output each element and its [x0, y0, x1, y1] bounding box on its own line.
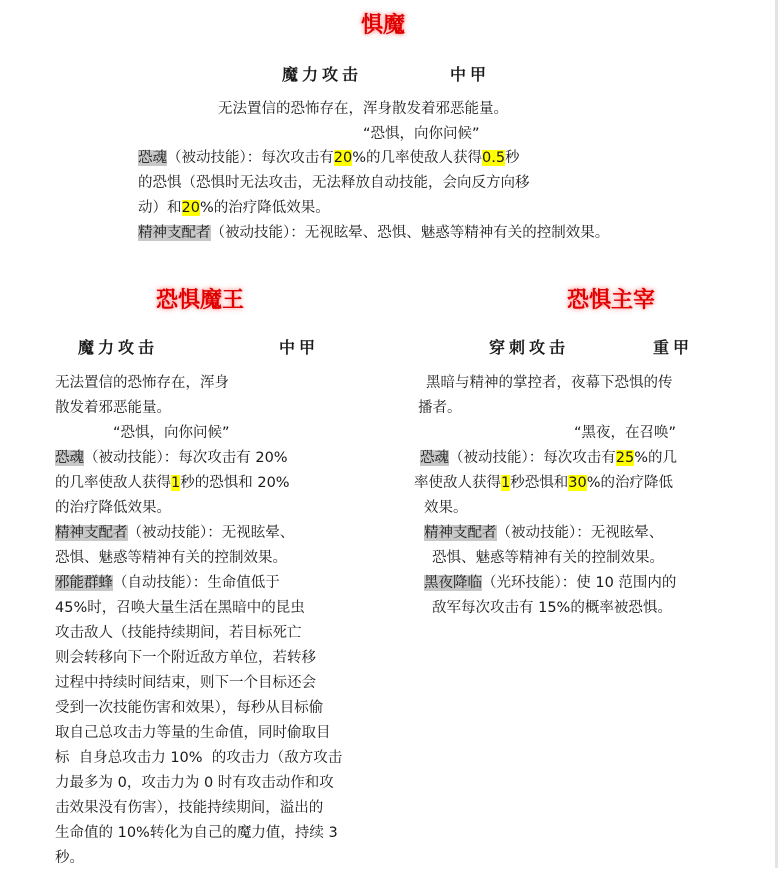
attack-type: 魔力攻击	[282, 65, 363, 84]
skill-text: 的恐惧（恐惧时无法攻击，无法释放自动技能，会向反方向移	[138, 175, 530, 191]
description-line: 无法置信的恐怖存在，浑身	[55, 375, 229, 391]
skill-line: 秒。	[55, 850, 84, 866]
skill-line: 的治疗降低效果。	[55, 500, 171, 516]
skill-line: 恐惧、魅惑等精神有关的控制效果。	[432, 550, 664, 566]
skill-type: （被动技能）：	[496, 525, 591, 541]
skill-line: 恐惧、魅惑等精神有关的控制效果。	[55, 550, 287, 566]
skill-name: 恐魂	[420, 450, 449, 466]
skill-type: （光环技能）：	[482, 575, 577, 591]
skill-type: （被动技能）：	[167, 150, 262, 166]
unit-body	[414, 371, 677, 621]
unit-title: 恐惧魔王	[156, 288, 245, 313]
skill-name: 恐魂	[55, 450, 84, 466]
skill-line: 受到一次技能伤害和效果），每秒从目标偷	[55, 700, 324, 716]
description-line: 散发着邪恶能量。	[55, 400, 171, 416]
skill-line: 则会转移向下一个附近敌方单位，若转移	[55, 650, 316, 666]
unit-quote: “恐惧，向你问候”	[363, 126, 480, 142]
skill-text: 每次攻击有	[261, 150, 334, 166]
attack-type: 魔力攻击	[78, 338, 159, 357]
skill-name: 精神支配者	[138, 225, 211, 241]
skill-text: %的治疗降低效果。	[199, 200, 330, 216]
skill-line	[138, 196, 609, 221]
skill-name: 精神支配者	[424, 525, 497, 541]
skill-text: %的几	[634, 450, 677, 466]
skill-line: 攻击敌人（技能持续期间，若目标死亡	[55, 625, 302, 641]
skill-line: 力最多为 0，攻击力为 0 时有攻击动作和攻	[55, 775, 334, 791]
skill-name: 精神支配者	[55, 525, 128, 541]
armor-type: 重甲	[653, 338, 694, 357]
unit-quote: “恐惧，向你问候”	[113, 425, 230, 441]
skill-line: 击效果没有伤害），技能持续期间，溢出的	[55, 800, 324, 816]
skill-line	[55, 471, 342, 496]
skill-value: 1	[171, 475, 181, 491]
skill-line	[414, 471, 677, 496]
unit-title: 恐惧主宰	[567, 288, 656, 313]
skill-line	[418, 446, 677, 471]
skill-line	[418, 521, 677, 546]
skill-text: %的治疗降低	[586, 475, 673, 491]
skill-text: 秒恐惧和	[510, 475, 569, 491]
skill-name: 邪能群蜂	[55, 575, 113, 591]
unit-title: 惧魔	[361, 13, 406, 38]
skill-text: 动）和	[138, 200, 182, 216]
skill-line	[55, 446, 342, 471]
skill-type: （自动技能）：	[113, 575, 208, 591]
skill-value: 1	[501, 475, 511, 491]
skill-line	[55, 521, 342, 546]
skill-text: 无视眩晕、恐惧、魅惑等精神有关的控制效果。	[304, 225, 610, 241]
skill-line: 45%时，召唤大量生活在黑暗中的昆虫	[55, 600, 305, 616]
skill-text: 秒	[505, 150, 520, 166]
description-line: 黑暗与精神的掌控者，夜幕下恐惧的传	[426, 375, 673, 391]
skill-type: （被动技能）：	[449, 450, 544, 466]
skill-line: 取自己总攻击力等量的生命值，同时偷取目	[55, 725, 331, 741]
skill-text: 生命值低于	[207, 575, 280, 591]
skill-text: 秒的恐惧和 20%	[180, 475, 290, 491]
skill-line	[418, 571, 677, 596]
armor-type: 中甲	[450, 65, 491, 84]
skill-text: 率使敌人获得	[414, 475, 501, 491]
skill-value: 30	[568, 475, 587, 491]
skill-text: %的几率使敌人获得	[352, 150, 482, 166]
skill-value: 20	[333, 150, 353, 166]
skill-line	[138, 171, 609, 196]
skill-text: 无视眩晕、	[590, 525, 664, 541]
description-line: 播者。	[418, 400, 462, 416]
skill-type: （被动技能）：	[127, 525, 222, 541]
skill-line	[138, 221, 609, 246]
skill-type: （被动技能）：	[210, 225, 305, 241]
skill-text: 每次攻击有	[543, 450, 616, 466]
skill-name: 恐魂	[138, 150, 167, 166]
skill-line: 生命值的 10%转化为自己的魔力值，持续 3	[55, 825, 338, 841]
skill-text: 使 10 范围内的	[576, 575, 677, 591]
unit-description: 无法置信的恐怖存在，浑身散发着邪恶能量。	[218, 101, 508, 117]
skill-line: 敌军每次攻击有 15%的概率被恐惧。	[432, 600, 672, 616]
skill-value: 20	[181, 200, 200, 216]
armor-type: 中甲	[279, 338, 320, 357]
skill-text: 的几率使敌人获得	[55, 475, 171, 491]
skill-block	[138, 146, 609, 246]
unit-quote: “黑夜，在召唤”	[574, 425, 677, 441]
skill-value: 0.5	[481, 150, 506, 166]
unit-body	[55, 371, 342, 871]
skill-line: 过程中持续时间结束，则下一个目标还会	[55, 675, 316, 691]
skill-text: 无视眩晕、	[221, 525, 295, 541]
skill-type: （被动技能）：	[84, 450, 179, 466]
skill-line: 标 自身总攻击力 10% 的攻击力（敌方攻击	[55, 750, 343, 766]
skill-value: 25	[615, 450, 635, 466]
skill-text: 每次攻击有 20%	[178, 450, 288, 466]
skill-line	[138, 146, 609, 171]
skill-line	[55, 571, 342, 596]
skill-name: 黑夜降临	[424, 575, 482, 591]
attack-type: 穿刺攻击	[489, 338, 570, 357]
skill-line: 效果。	[424, 500, 468, 516]
